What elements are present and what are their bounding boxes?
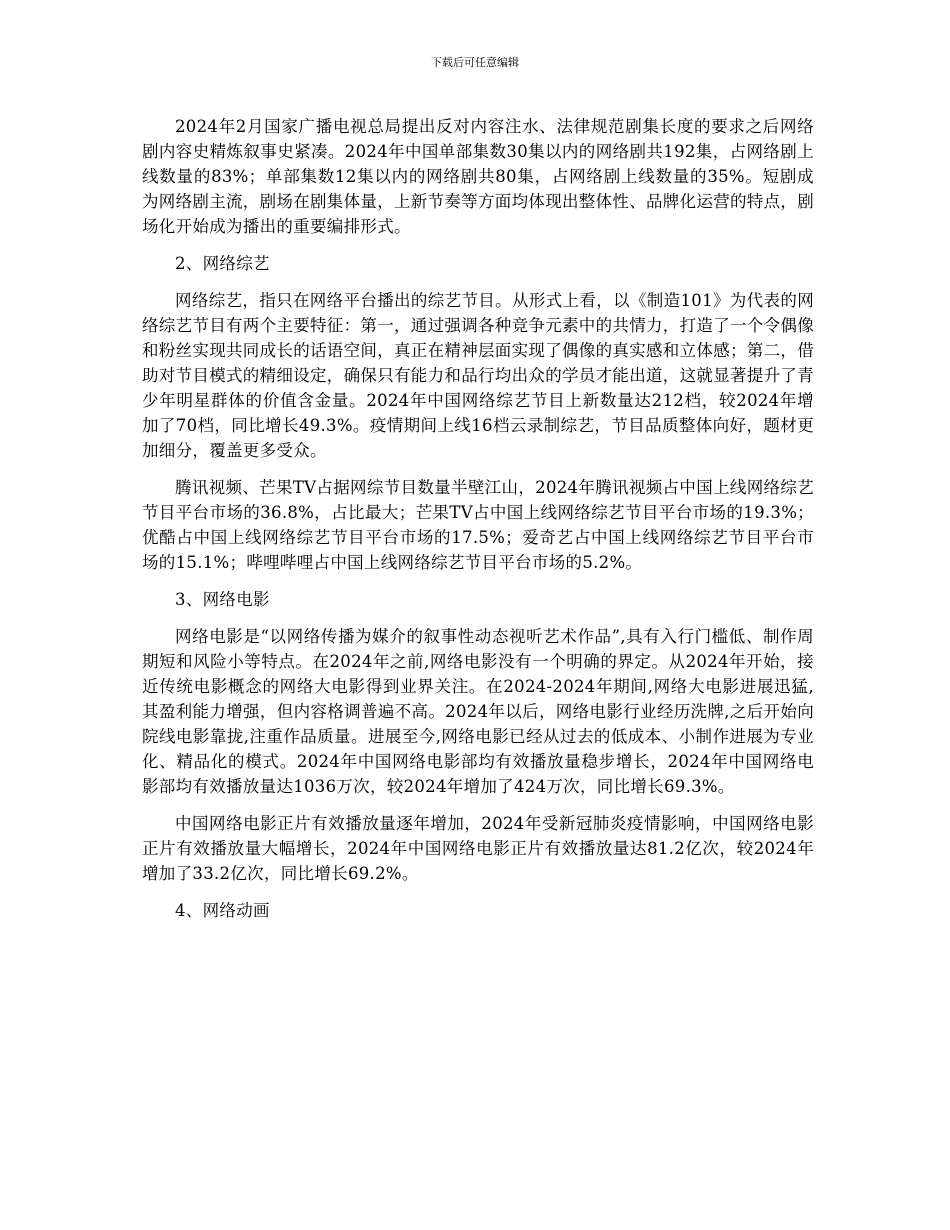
section-heading-web-film: 3、网络电影 <box>175 590 270 609</box>
paragraph-web-film-plays: 中国网络电影正片有效播放量逐年增加，2024年受新冠肺炎疫情影响，中国网络电影正片有效播放量大幅增长，2024年中国网络电影正片有效播放量达81.2亿次，较2024年增加了33.2亿次，同比增长69.2%。 <box>142 814 814 883</box>
page-header: 下载后可任意编辑 <box>431 56 519 69</box>
section-heading-web-animation: 4、网络动画 <box>175 901 270 920</box>
paragraph-web-film-definition: 网络电影是“以网络传播为媒介的叙事性动态视听艺术作品”,具有入行门槛低、制作周期短和风险小等特点。在2024年之前,网络电影没有一个明确的界定。从2024年开始，接近传统电影概念的网络大电影得到业界关注。在2024-2024年期间,网络大电影进展迅猛,其盈利能力增强，但内容格调普遍不高。2024年以后，网络电影行业经历洗牌,之后开始向院线电影靠拢,注重作品质量。进展至今,网络电影已经从过去的低成本、小制作进展为专业化、精品化的模式。2024年中国网络电影部均有效播放量稳步增长，2024年中国网络电影部均有效播放量达1036万次，较2024年增加了424万次，同比增长69.3%。 <box>142 627 814 796</box>
section-heading-web-variety: 2、网络综艺 <box>175 254 270 273</box>
paragraph-web-variety-platform-share: 腾讯视频、芒果TV占据网综节目数量半壁江山，2024年腾讯视频占中国上线网络综艺节目平台市场的36.8%，占比最大；芒果TV占中国上线网络综艺节目平台市场的19.3%；优酷占中国上线网络综艺节目平台市场的17.5%；爱奇艺占中国上线网络综艺节目平台市场的15.1%；哔哩哔哩占中国上线网络综艺节目平台市场的5.2%。 <box>142 478 814 572</box>
document-body <box>142 114 814 935</box>
paragraph-web-drama-length: 2024年2月国家广播电视总局提出反对内容注水、法律规范剧集长度的要求之后网络剧内容史精炼叙事史紧凑。2024年中国单部集数30集以内的网络剧共192集，占网络剧上线数量的83%；单部集数12集以内的网络剧共80集，占网络剧上线数量的35%。短剧成为网络剧主流，剧场在剧集体量，上新节奏等方面均体现出整体性、品牌化运营的特点，剧场化开始成为播出的重要编排形式。 <box>142 117 814 236</box>
paragraph-web-variety-definition: 网络综艺，指只在网络平台播出的综艺节目。从形式上看，以《制造101》为代表的网络综艺节目有两个主要特征：第一，通过强调各种竞争元素中的共情力，打造了一个令偶像和粉丝实现共同成长的话语空间，真正在精神层面实现了偶像的真实感和立体感；第二，借助对节目模式的精细设定，确保只有能力和品行均出众的学员才能出道，这就显著提升了青少年明星群体的价值含金量。2024年中国网络综艺节目上新数量达212档，较2024年增加了70档，同比增长49.3%。疫情期间上线16档云录制综艺，节目品质整体向好，题材更加细分，覆盖更多受众。 <box>142 291 814 460</box>
